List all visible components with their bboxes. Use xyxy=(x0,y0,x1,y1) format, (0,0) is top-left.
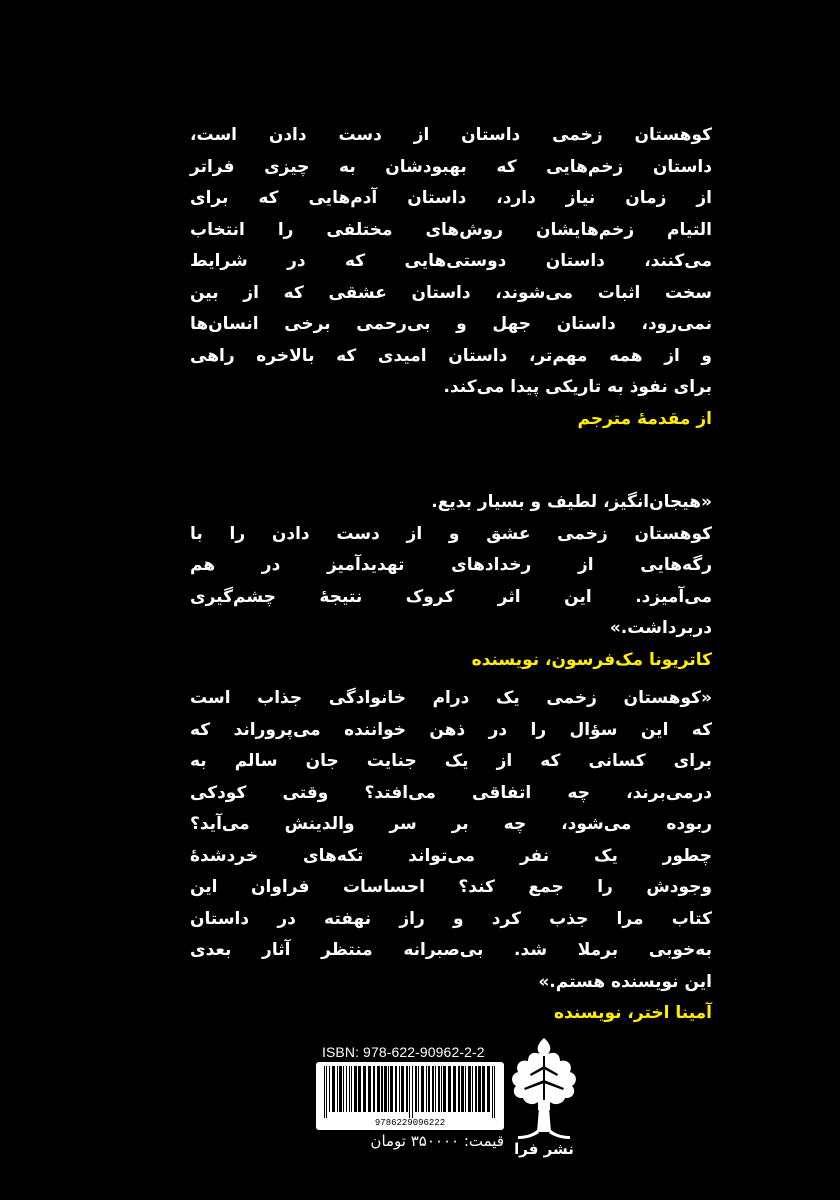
review-quote-1 xyxy=(190,487,712,676)
review-line: به‌خوبی برملا شد. بی‌صبرانه منتظر آثار بعدی xyxy=(190,940,712,960)
review-line: کوهستان زخمی عشق و از دست دادن را با xyxy=(190,523,712,544)
intro-line: سخت اثبات می‌شوند، داستان عشقی که از بین xyxy=(190,282,712,303)
barcode-icon xyxy=(316,1062,504,1130)
barcode-bar xyxy=(492,1066,493,1118)
review-credit-1: کاتریونا مک‌فرسون، نویسنده xyxy=(471,649,712,670)
review-line: که این سؤال را در ذهن خواننده می‌پروراند که xyxy=(190,719,712,740)
barcode-bar xyxy=(441,1066,442,1112)
barcode-bar xyxy=(453,1066,456,1112)
barcode-bar xyxy=(448,1066,451,1112)
barcode-bar xyxy=(388,1066,389,1112)
barcode-bar xyxy=(432,1066,434,1112)
intro-line: داستان زخم‌هایی که بهبودشان به چیزی فراتر xyxy=(190,156,712,177)
isbn-label: ISBN: 978-622-90962-2-2 xyxy=(322,1044,485,1060)
barcode-bar xyxy=(399,1066,400,1112)
barcode-bar xyxy=(343,1066,344,1112)
barcode-bar xyxy=(475,1066,477,1112)
intro-credit: از مقدمهٔ مترجم xyxy=(577,408,712,429)
isbn-barcode xyxy=(316,1062,504,1130)
barcode-bar xyxy=(384,1066,387,1112)
review-line: «هیجان‌انگیز، لطیف و بسیار بدیع. xyxy=(431,492,712,512)
intro-line: می‌کنند، داستان دوستی‌هایی که در شرایط xyxy=(190,251,712,271)
intro-line: کوهستان زخمی داستان از دست دادن است، xyxy=(190,125,712,145)
publisher-logo xyxy=(506,1036,582,1158)
barcode-bar xyxy=(461,1066,464,1112)
barcode-bar xyxy=(494,1066,495,1118)
intro-paragraph xyxy=(190,120,712,435)
barcode-bar xyxy=(465,1066,466,1112)
barcode-bar xyxy=(349,1066,350,1112)
barcode-bar xyxy=(332,1066,335,1112)
review-line: چطور یک نفر می‌تواند تکه‌های خردشدهٔ xyxy=(190,845,712,866)
barcode-bar xyxy=(421,1066,424,1112)
barcode-bar xyxy=(478,1066,481,1112)
barcode-bar xyxy=(358,1066,361,1112)
intro-line: نمی‌رود، داستان جهل و بی‌رحمی برخی انسان‌ها xyxy=(190,314,712,334)
barcode-bar xyxy=(329,1066,330,1112)
barcode-bar xyxy=(346,1066,347,1112)
barcode-bar xyxy=(426,1066,427,1112)
barcode-bar xyxy=(472,1066,473,1112)
barcode-bar xyxy=(377,1066,380,1112)
barcode-bar xyxy=(438,1066,440,1112)
barcode-bar xyxy=(458,1066,460,1112)
review-line: ربوده می‌شود، چه بر سر والدینش می‌آید؟ xyxy=(190,814,712,834)
intro-line: و از همه مهم‌تر، داستان امیدی که بالاخره راهی xyxy=(190,345,712,366)
barcode-bar xyxy=(337,1066,338,1112)
review-quote-2 xyxy=(190,683,712,1030)
barcode-bar xyxy=(412,1066,413,1118)
barcode-bar xyxy=(381,1066,383,1112)
barcode-bar xyxy=(351,1066,352,1112)
intro-line: برای نفوذ به تاریکی پیدا می‌کند. xyxy=(443,377,712,397)
review-line: برای کسانی که از یک جنایت جان سالم به xyxy=(190,751,712,771)
intro-line: التیام زخم‌هایشان روش‌های مختلفی را انتخاب xyxy=(190,219,712,240)
review-line: رگه‌هایی از رخدادهای تهدیدآمیز در هم xyxy=(190,555,712,575)
review-line: دربرداشت.» xyxy=(609,618,712,638)
price-label: قیمت: ۳۵۰۰۰۰ تومان xyxy=(370,1132,504,1150)
barcode-bar xyxy=(418,1066,419,1112)
review-line: «کوهستان زخمی یک درام خانوادگی جذاب است xyxy=(190,688,712,708)
barcode-bar xyxy=(468,1066,471,1112)
review-line: درمی‌برند، چه اتفاقی می‌افتد؟ وقتی کودکی xyxy=(190,782,712,803)
intro-line: از زمان نیاز دارد، داستان آدم‌هایی که برای xyxy=(190,188,712,208)
barcode-bar xyxy=(401,1066,404,1112)
barcode-bar xyxy=(390,1066,393,1112)
barcode-bar xyxy=(428,1066,430,1112)
review-line: این نویسنده هستم.» xyxy=(538,971,712,992)
review-line: وجودش را جمع کند؟ احساسات فراوان این xyxy=(190,877,712,897)
barcode-bar xyxy=(487,1066,490,1112)
barcode-bar xyxy=(324,1066,325,1118)
barcode-bar xyxy=(443,1066,446,1112)
barcode-digits: 9786229096222 xyxy=(374,1118,446,1128)
publisher-name: نشر فرا xyxy=(514,1140,574,1158)
tree-logo-icon xyxy=(506,1036,582,1158)
barcode-bar xyxy=(354,1066,357,1112)
barcode-bar xyxy=(395,1066,397,1112)
review-credit-2: آمینا اختر، نویسنده xyxy=(553,1003,712,1023)
barcode-bar xyxy=(373,1066,375,1112)
barcode-bar xyxy=(482,1066,485,1112)
review-line: کتاب مرا جذب کرد و راز نهفته در داستان xyxy=(190,908,712,929)
barcode-bar xyxy=(406,1066,408,1112)
review-line: می‌آمیزد. این اثر کروک نتیجهٔ چشم‌گیری xyxy=(190,586,712,607)
barcode-bar xyxy=(435,1066,436,1112)
barcode-bar xyxy=(415,1066,417,1112)
barcode-bar xyxy=(326,1066,327,1118)
barcode-bar xyxy=(339,1066,342,1112)
barcode-bar xyxy=(409,1066,410,1118)
barcode-bar xyxy=(368,1066,371,1112)
barcode-bar xyxy=(363,1066,366,1112)
